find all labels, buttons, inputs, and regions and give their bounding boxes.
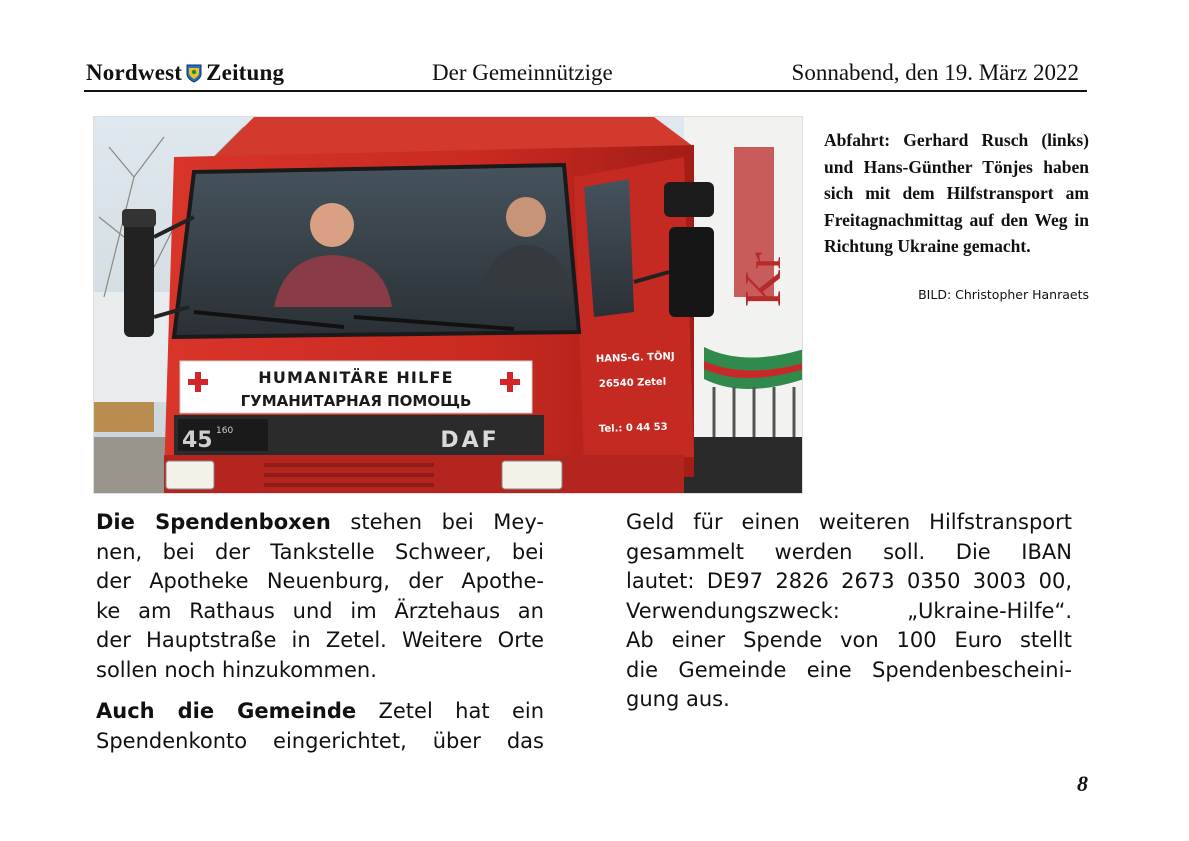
text-line: gung aus. xyxy=(626,687,730,711)
brand-left: Nordwest xyxy=(86,60,183,85)
svg-text:26540 Zetel: 26540 Zetel xyxy=(598,376,667,390)
brand-right: Zeitung xyxy=(206,60,285,85)
page-number: 8 xyxy=(1077,771,1088,796)
text-line: ke am Rathaus und im Ärztehaus an xyxy=(96,598,544,623)
newspaper-brand xyxy=(86,60,284,89)
svg-text:Tel.: 0 44 53: Tel.: 0 44 53 xyxy=(598,421,668,435)
article-column-1 xyxy=(96,508,544,756)
text-line: nen, bei der Tankstelle Schweer, bei xyxy=(96,539,544,564)
article-column-2 xyxy=(626,508,1072,715)
paragraph-3 xyxy=(626,508,1072,715)
model-power: 160 xyxy=(216,426,234,436)
photo-credit: BILD: Christopher Hanraets xyxy=(918,287,1089,302)
photo-caption: Abfahrt: Gerhard Rusch (links) und Hans-Günther Tönjes haben sich mit dem Hilfstransport am Freitagnachmittag auf den Weg in Richtung Ukraine gemacht. xyxy=(824,130,1089,256)
text-line: gesammelt werden soll. Die IBAN xyxy=(626,539,1072,564)
paragraph-1 xyxy=(96,508,544,685)
paragraph-2 xyxy=(96,697,544,756)
header-rule xyxy=(84,90,1087,92)
paragraph-2-lead: Auch die Gemeinde xyxy=(96,699,357,723)
text-line: Zetel hat ein xyxy=(356,699,545,723)
text-line: Verwendungszweck: „Ukraine-Hilfe“. xyxy=(626,598,1072,623)
issue-date: Sonnabend, den 19. März 2022 xyxy=(791,60,1079,85)
grille-brand: DAF xyxy=(440,428,500,453)
text-line: der Hauptstraße in Zetel. Weitere Orte xyxy=(96,628,544,652)
crest-icon xyxy=(186,63,202,89)
svg-text:Kr: Kr xyxy=(735,252,792,307)
text-line: die Gemeinde eine Spendenbescheini- xyxy=(626,657,1072,682)
svg-text:HANS-G. TÖNJ: HANS-G. TÖNJ xyxy=(595,351,675,365)
truck-illustration xyxy=(94,117,803,494)
text-line: Spendenkonto eingerichtet, über das xyxy=(96,728,544,753)
text-line: lautet: DE97 2826 2673 0350 3003 00, xyxy=(626,569,1072,593)
model-badge: 45 xyxy=(182,428,213,453)
banner-line1: HUMANITÄRE HILFE xyxy=(258,368,454,387)
truck-photo xyxy=(93,116,803,494)
text-line: stehen bei Mey- xyxy=(330,510,544,534)
masthead xyxy=(84,58,1087,92)
banner-line2: ГУМАНИТАРНАЯ ПОМОЩЬ xyxy=(240,392,472,410)
text-line: Geld für einen weiteren Hilfstransport xyxy=(626,510,1072,534)
text-line: sollen noch hinzukommen. xyxy=(96,657,377,682)
section-title: Der Gemeinnützige xyxy=(432,60,613,85)
paragraph-1-lead: Die Spendenboxen xyxy=(96,510,331,534)
text-line: Ab einer Spende von 100 Euro stellt xyxy=(626,628,1072,652)
text-line: der Apotheke Neuenburg, der Apothe- xyxy=(96,569,544,593)
